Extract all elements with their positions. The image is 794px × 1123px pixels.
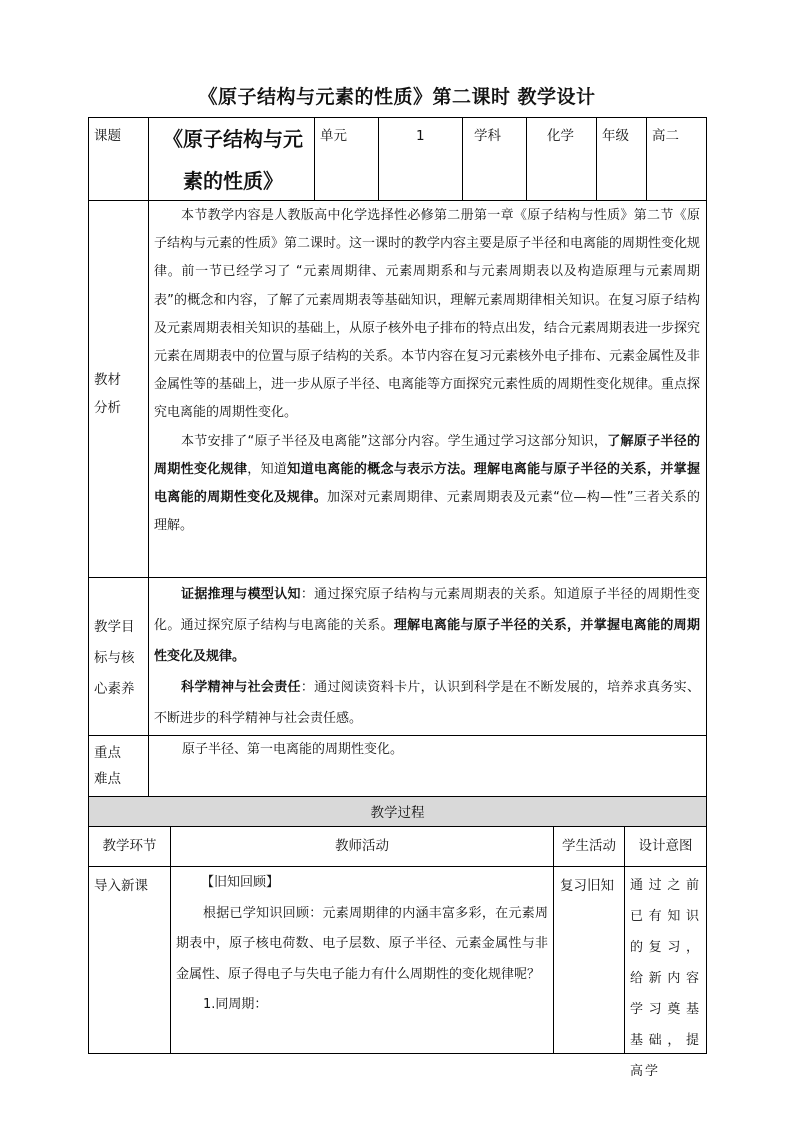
unit-value: 1 <box>416 128 425 144</box>
unit-label: 单元 <box>320 128 347 144</box>
materials-label-line2: 分析 <box>94 400 121 416</box>
materials-p2-d: 知道电离能的概念与表示方法。理解电离能与原子半径的关系，并掌握电离能的周期性变化及规律。 <box>154 461 700 506</box>
key-points-text: 原子半径、第一电离能的周期性变化。 <box>182 742 404 757</box>
goal-2 <box>154 672 700 734</box>
grade-label: 年级 <box>602 128 629 144</box>
col-stage-header: 教学环节 <box>102 838 157 854</box>
document-title: 《原子结构与元素的性质》第二课时 教学设计 <box>198 86 596 108</box>
materials-text <box>154 202 700 540</box>
materials-p2-e: 加深对元素周期律、元素周期表及元素“位—构—性”三者关系的理解。 <box>154 490 700 534</box>
goal-2-text: ：通过阅读资料卡片，认识到科学是在不断发展的，培养求真务实、不断进步的科学精神与社会责任感。 <box>154 680 700 726</box>
goal-1-text: ：通过探究原子结构与元素周期表的关系。知道原子半径的周期性变化。通过探究原子结构与电离能的关系。 <box>154 587 700 633</box>
row1-teacher-text: 根据已学知识回顾：元素周期律的内涵丰富多彩，在元素周期表中，原子核电荷数、电子层数、原子半径、元素金属性与非金属性、原子得电子与失电子能力有什么周期性的变化规律呢？ <box>176 905 548 982</box>
row1-teacher-cell <box>176 868 548 1021</box>
goals-label-line3: 心素养 <box>94 681 135 697</box>
row1-intent: 通过之前已有知识的复习，给新内容学习奠基基础，提高学 <box>630 878 701 1079</box>
goals-text <box>154 579 700 734</box>
goals-label <box>94 612 135 705</box>
goal-1-bold: 理解电离能与原子半径的关系，并掌握电离能的周期性变化及规律。 <box>154 618 700 664</box>
row1-item: 1.同周期： <box>203 997 268 1012</box>
goal-1-head: 证据推理与模型认知 <box>181 587 301 602</box>
process-header: 教学过程 <box>370 805 425 821</box>
materials-p2-c: ，知道 <box>247 461 288 477</box>
subject-value: 化学 <box>547 128 574 144</box>
col-student-header: 学生活动 <box>562 838 616 854</box>
row1-stage: 导入新课 <box>94 878 148 894</box>
goal-2-head: 科学精神与社会责任 <box>181 680 301 695</box>
topic-value: 《原子结构与元素的性质》 <box>163 127 303 193</box>
row1-student: 复习旧知 <box>560 878 614 894</box>
key-points-label-line1: 重点 <box>94 745 121 761</box>
key-points-label <box>94 740 121 792</box>
key-points-label-line2: 难点 <box>94 771 121 787</box>
goal-1 <box>154 579 700 672</box>
materials-paragraph-1: 本节教学内容是人教版高中化学选择性必修第二册第一章《原子结构与性质》第二节《原子结构与元素的性质》第二课时。这一课时的教学内容主要是原子半径和电离能的周期性变化规律。前一节已经学习了 “元素周期律、元素周期系和与元素周期表以及构造原理与元素周期表”的概念和内容，了解了元素周期表等基础知识，理解元素周期律相关知识。在复习原子结构及元素周期表相关知识的基础上，从原子核外电子排布的特点出发，结合元素周期表进一步探究元素在周期表中的位置与原子结构的关系。本节内容在复习元素核外电子排布、元素金属性及非金属性等的基础上，进一步从原子半径、电离能等方面探究元素性质的周期性变化规律。重点探究电离能的周期性变化。 <box>154 208 701 421</box>
materials-p2-b: 了解原子半径的周期性变化规律 <box>154 433 700 477</box>
topic-label: 课题 <box>94 128 121 144</box>
subject-label: 学科 <box>474 128 501 144</box>
materials-label-line1: 教材 <box>94 372 121 388</box>
col-teacher-header: 教师活动 <box>335 838 389 854</box>
grade-value: 高二 <box>652 128 679 144</box>
goals-label-line1: 教学目 <box>94 619 135 635</box>
materials-paragraph-2 <box>154 428 700 541</box>
row1-review-heading: 【旧知回顾】 <box>201 875 280 890</box>
materials-label <box>94 366 121 422</box>
goals-label-line2: 标与核 <box>94 650 135 666</box>
col-intent-header: 设计意图 <box>638 838 693 854</box>
materials-p2-a: 本节安排了“原子半径及电离能”这部分内容。学生通过学习这部分知识， <box>181 433 608 449</box>
